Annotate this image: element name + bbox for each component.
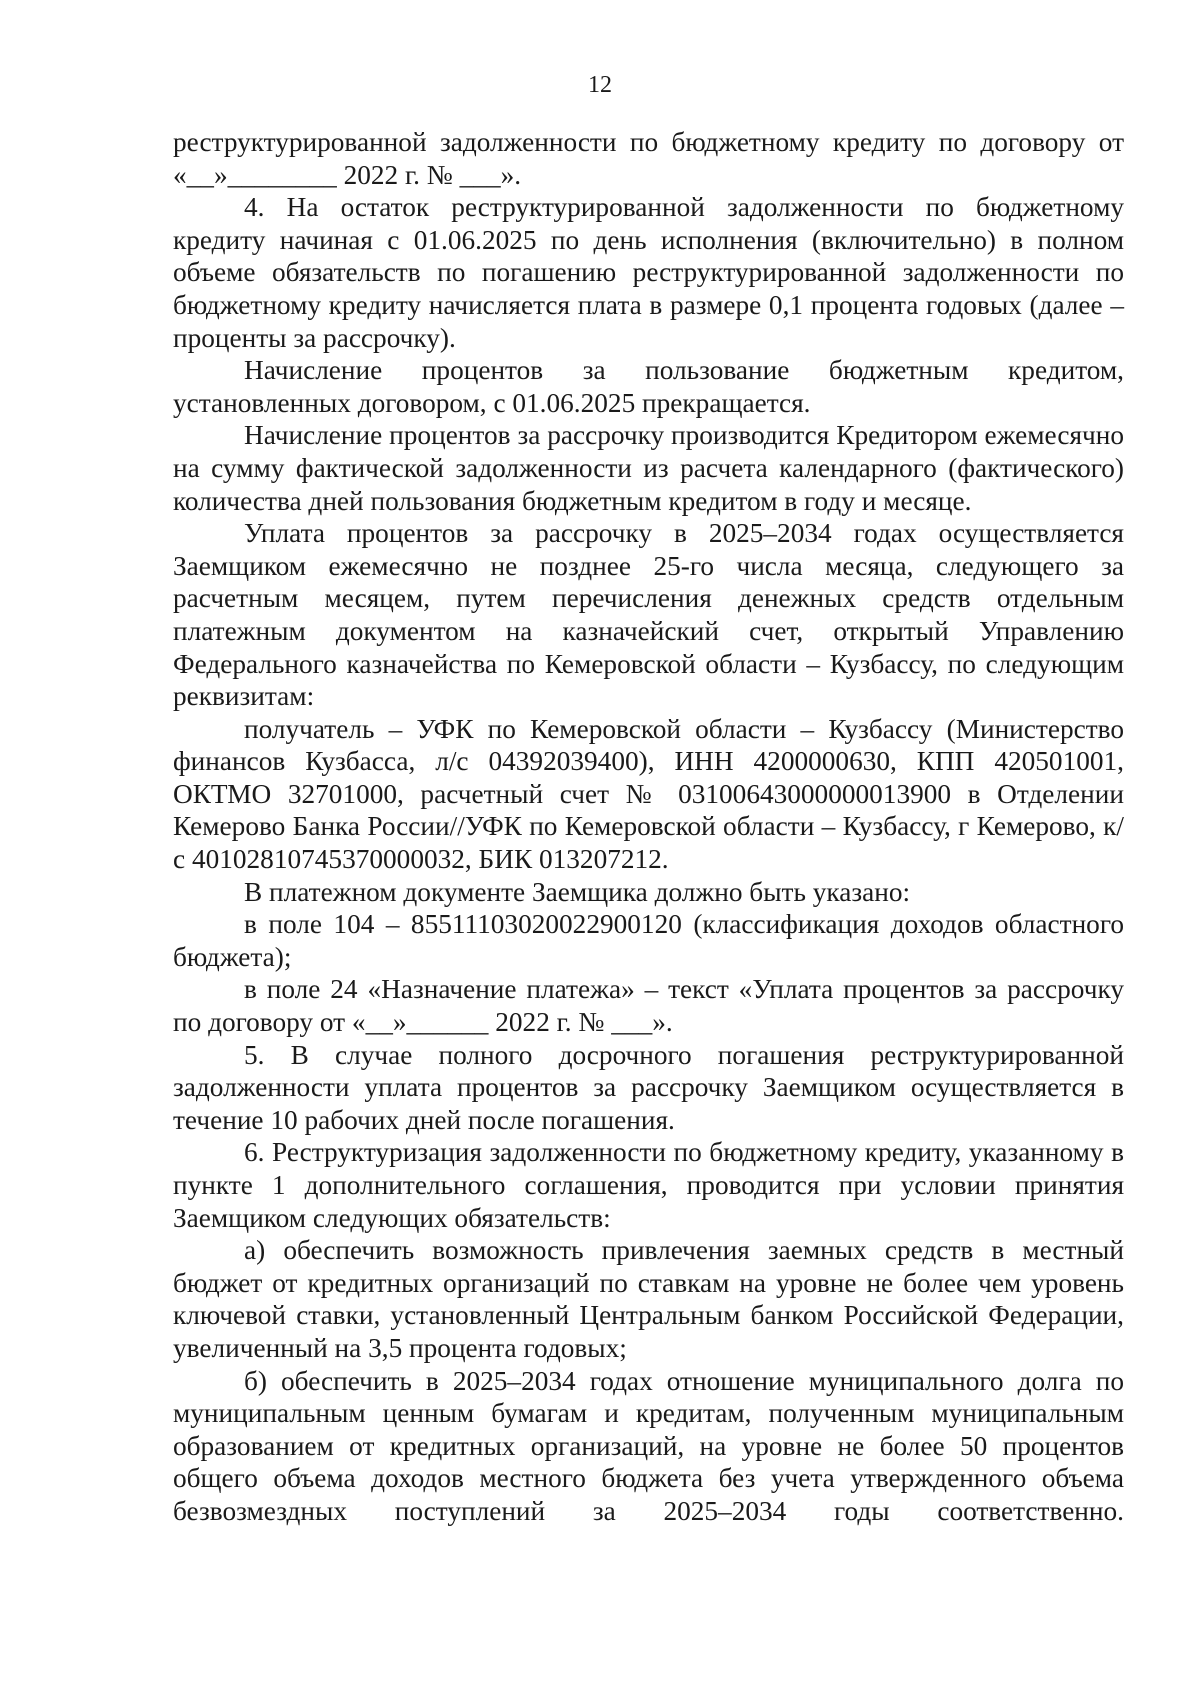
paragraph-continuation: реструктурированной задолженности по бюджетному кредиту по договору от «__»________ 2022 г. № ___». bbox=[173, 127, 1124, 190]
paragraph-field-104: в поле 104 – 85511103020022900120 (классификация доходов областного бюджета); bbox=[173, 909, 1124, 972]
paragraph-recipient-details: получатель – УФК по Кемеровской области – Кузбассу (Министерство финансов Кузбасса, л/с 04392039400), ИНН 4200000630, КПП 420501001, ОКТМО 32701000, расчетный счет № 03100643000000013900 в Отделении Кемерово Банка России//УФК по Кемеровской области – Кузбассу, г Кемерово, к/с 40102810745370000032, БИК 013207212. bbox=[173, 713, 1124, 875]
paragraph-field-24: в поле 24 «Назначение платежа» – текст «Уплата процентов за рассрочку по договору от «__»______ 2022 г. № ___». bbox=[173, 974, 1124, 1038]
paragraph-obligation-b: б) обеспечить в 2025–2034 годах отношение муниципального долга по муниципальным ценным бумагам и кредитам, полученным муниципальным образованием от кредитных организаций, на уровне не более 50 процентов общего объема доходов местного бюджета без учета утвержденного объема безвозмездных поступлений за 2025–2034 годы соответственно. bbox=[173, 1365, 1124, 1526]
paragraph-item-6: 6. Реструктуризация задолженности по бюджетному кредиту, указанному в пункте 1 дополнительного соглашения, проводится при условии принятия Заемщиком следующих обязательств: bbox=[173, 1137, 1124, 1233]
paragraph-payment-terms: Уплата процентов за рассрочку в 2025–2034 годах осуществляется Заемщиком ежемесячно не позднее 25-го числа месяца, следующего за расчетным месяцем, путем перечисления денежных средств отдельным платежным документом на казначейский счет, открытый Управлению Федерального казначейства по Кемеровской области – Кузбассу, по следующим реквизитам: bbox=[173, 518, 1124, 712]
paragraph-obligation-a: а) обеспечить возможность привлечения заемных средств в местный бюджет от кредитных организаций по ставкам на уровне не более чем уровень ключевой ставки, установленный Центральным банком Российской Федерации, увеличенный на 3,5 процента годовых; bbox=[173, 1235, 1124, 1363]
paragraph-payment-document: В платежном документе Заемщика должно быть указано: bbox=[244, 876, 911, 907]
paragraph-interest-stop: Начисление процентов за пользование бюджетным кредитом, установленных договором, с 01.06.2025 прекращается. bbox=[173, 355, 1124, 418]
paragraph-item-5: 5. В случае полного досрочного погашения реструктурированной задолженности уплата процентов за рассрочку Заемщиком осуществляется в течение 10 рабочих дней после погашения. bbox=[173, 1039, 1124, 1135]
page-number: 12 bbox=[588, 72, 612, 98]
paragraph-item-4: 4. На остаток реструктурированной задолженности по бюджетному кредиту начиная с 01.06.2025 по день исполнения (включительно) в полном объеме обязательств по погашению реструктурированной задолженности по бюджетному кредиту начисляется плата в размере 0,1 процента годовых (далее – проценты за рассрочку). bbox=[173, 192, 1124, 353]
document-body bbox=[173, 126, 1124, 1528]
paragraph-interest-accrual: Начисление процентов за рассрочку производится Кредитором ежемесячно на сумму фактической задолженности из расчета календарного (фактического) количества дней пользования бюджетным кредитом в году и месяце. bbox=[173, 420, 1124, 516]
